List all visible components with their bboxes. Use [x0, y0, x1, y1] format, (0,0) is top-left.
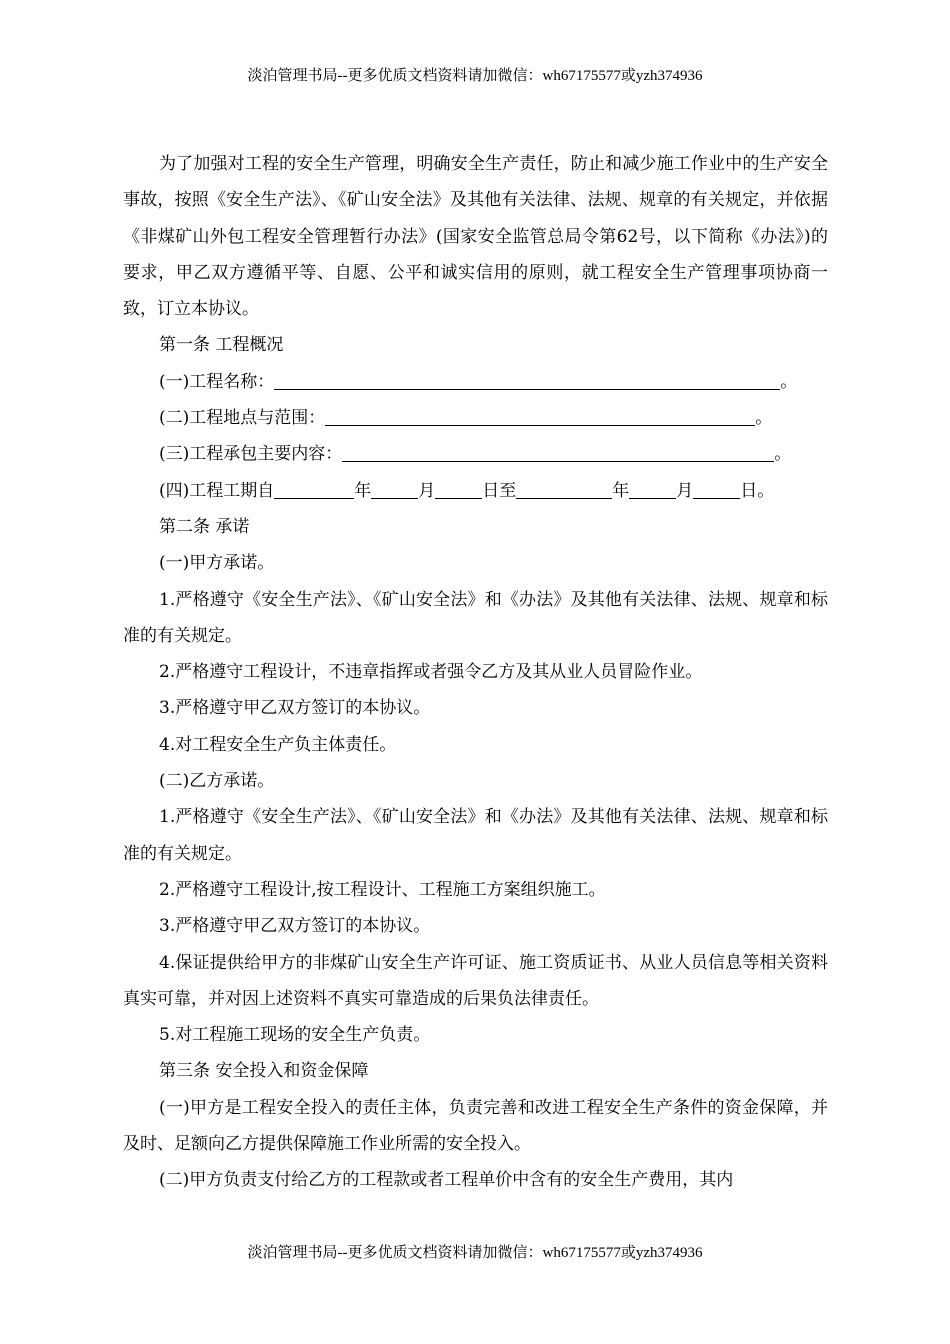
page-header: 淡泊管理书局--更多优质文档资料请加微信：wh67175577或yzh374936	[247, 68, 703, 84]
month-label: 月	[418, 480, 436, 501]
project-content-label: (三)工程承包主要内容：	[159, 444, 343, 465]
party-b-item: 4.保证提供给甲方的非煤矿山安全生产许可证、施工资质证书、从业人员信息等相关资料真实可靠，并对因上述资料不真实可靠造成的后果负法律责任。	[123, 952, 828, 1009]
party-b-item: 3.严格遵守甲乙双方签订的本协议。	[159, 916, 431, 937]
intro-paragraph: 为了加强对工程的安全生产管理，明确安全生产责任，防止和减少施工作业中的生产安全事故，按照《安全生产法》、《矿山安全法》及其他有关法律、法规、规章的有关规定，并依据《非煤矿山外包工程安全管理暂行办法》(国家安全监管总局令第62号，以下简称《办法》)的要求，甲乙双方遵循平等、自愿、公平和诚实信用的原则，就工程安全生产管理事项协商一致，订立本协议。	[123, 154, 828, 320]
end-mark: 。	[780, 371, 798, 392]
start-month-blank[interactable]	[371, 476, 418, 499]
party-a-heading: (一)甲方承诺。	[159, 553, 275, 574]
day-to-label: 日至	[482, 480, 517, 501]
end-day-blank[interactable]	[693, 476, 740, 499]
year-label: 年	[354, 480, 372, 501]
project-name-blank[interactable]	[274, 367, 780, 390]
project-content-blank[interactable]	[342, 439, 774, 462]
end-mark: 。	[774, 444, 792, 465]
project-name-row	[123, 364, 828, 400]
end-mark: 。	[755, 408, 773, 429]
project-period-row	[123, 473, 828, 509]
party-b-item: 1.严格遵守《安全生产法》、《矿山安全法》和《办法》及其他有关法律、法规、规章和标准的有关规定。	[123, 807, 828, 864]
party-b-item: 2.严格遵守工程设计,按工程设计、工程施工方案组织施工。	[159, 879, 606, 900]
end-year-blank[interactable]	[516, 476, 612, 499]
article3-item: (一)甲方是工程安全投入的责任主体，负责完善和改进工程安全生产条件的资金保障，并及时、足额向乙方提供保障施工作业所需的安全投入。	[123, 1097, 828, 1155]
party-a-item: 1.严格遵守《安全生产法》、《矿山安全法》和《办法》及其他有关法律、法规、规章和标准的有关规定。	[123, 589, 828, 646]
document-body	[123, 146, 828, 1199]
year-label-2: 年	[612, 480, 630, 501]
start-year-blank[interactable]	[274, 476, 354, 499]
article1-heading: 第一条 工程概况	[159, 335, 284, 356]
article3-heading: 第三条 安全投入和资金保障	[159, 1061, 369, 1082]
party-b-item: 5.对工程施工现场的安全生产负责。	[159, 1025, 431, 1046]
end-month-blank[interactable]	[629, 476, 676, 499]
project-location-blank[interactable]	[325, 403, 755, 426]
party-a-item: 3.严格遵守甲乙双方签订的本协议。	[159, 698, 431, 719]
project-location-label: (二)工程地点与范围：	[159, 408, 326, 429]
article3-item: (二)甲方负责支付给乙方的工程款或者工程单价中含有的安全生产费用，其内	[159, 1170, 734, 1191]
party-b-heading: (二)乙方承诺。	[159, 771, 275, 792]
party-a-item: 2.严格遵守工程设计，不违章指挥或者强令乙方及其从业人员冒险作业。	[159, 662, 703, 683]
page-footer: 淡泊管理书局--更多优质文档资料请加微信：wh67175577或yzh374936	[247, 1245, 703, 1261]
party-a-item: 4.对工程安全生产负主体责任。	[159, 734, 397, 755]
project-location-row	[123, 400, 828, 436]
month-label-2: 月	[676, 480, 694, 501]
day-end-label: 日。	[740, 480, 775, 501]
article2-heading: 第二条 承诺	[159, 516, 250, 537]
start-day-blank[interactable]	[435, 476, 482, 499]
project-name-label: (一)工程名称：	[159, 371, 275, 392]
period-prefix: (四)工程工期自	[159, 480, 275, 501]
project-content-row	[123, 436, 828, 472]
